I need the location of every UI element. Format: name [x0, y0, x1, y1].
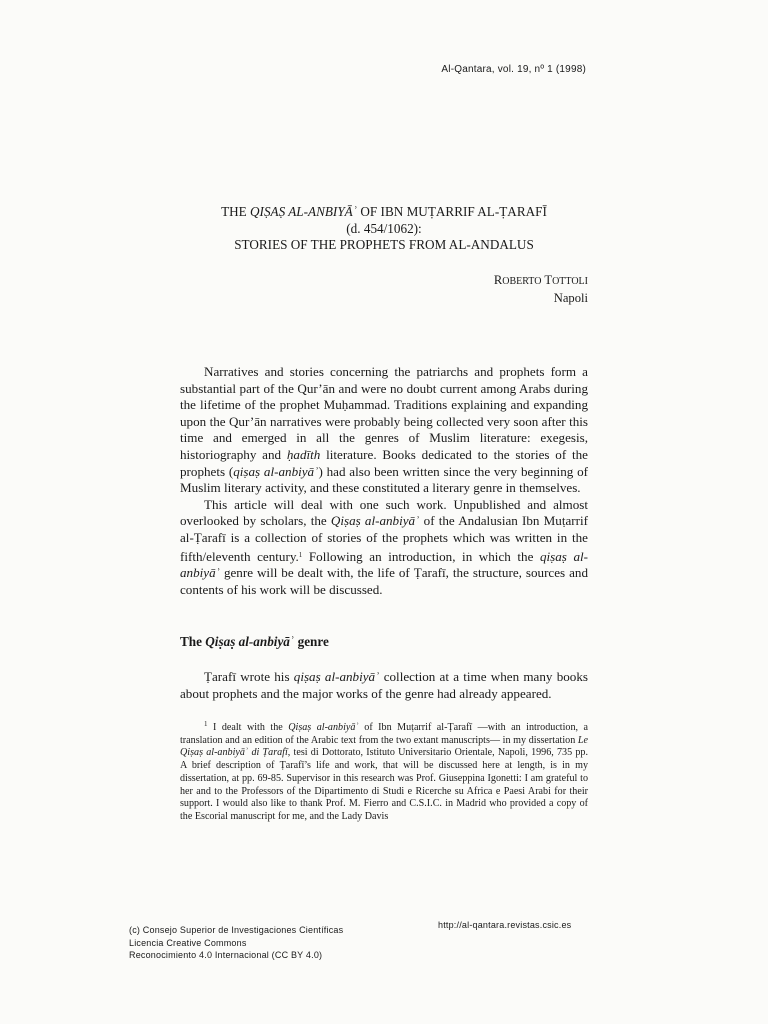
heading-text: genre: [294, 634, 329, 649]
article-title: [180, 204, 588, 254]
author-name-part: OTTOLI: [552, 276, 588, 287]
license-line: Licencia Creative Commons: [129, 937, 247, 948]
italic-term: ḥadīth: [286, 446, 321, 462]
italic-term: qiṣaṣ al-anbiyāʾ: [233, 463, 319, 479]
paragraph-2: [180, 497, 588, 599]
title-line-2: (d. 454/1062):: [346, 220, 422, 236]
license-notice: [129, 924, 343, 962]
italic-term: Qiṣaṣ al-anbiyāʾ: [288, 722, 359, 733]
author-name: [494, 272, 588, 290]
author-name-part: OBERTO: [502, 276, 542, 287]
text-run: , tesi di Dottorato, Istituto Universitario Orientale, Napoli, 1996, 735 pp. A brief description of Ṭarafī’s life and work, that will be discussed here at length, is in my dissertation, at pp. 69-85. Supervisor in this research was Prof. Giuseppina Igonetti: I am grateful to her and to the Professors of the Dipartimento di Studi e Ricerche su Africa e Paesi Arabi for their support. I would also like to thank Prof. M. Fierro and C.S.I.C. in Madrid who provided a copy of the Escorial manuscript for me, and the Lady Davis: [180, 747, 588, 822]
text-run: genre will be dealt with, the life of Ṭarafī, the structure, sources and contents of his work will be discussed.: [180, 565, 588, 597]
italic-term: Qiṣaṣ al-anbiyāʾ: [330, 513, 420, 529]
footnote-number: 1: [204, 720, 208, 728]
heading-text: The: [180, 634, 206, 649]
text-run: of Ibn Muṭarrif al-Ṭarafī —with an introduction, a translation and an edition of the Arabic text from the two extant manuscripts— in my dissertation: [180, 722, 588, 746]
title-line-3: STORIES OF THE PROPHETS FROM AL-ANDALUS: [234, 237, 534, 252]
footnote-1: [180, 718, 588, 824]
article-body: [180, 364, 588, 598]
license-version-line: Reconocimiento 4.0 Internacional (CC BY 4.0): [129, 950, 323, 960]
text-run: I dealt with the: [207, 722, 289, 733]
text-run: Ṭarafī wrote his: [204, 669, 294, 684]
journal-url-link[interactable]: http://al-qantara.revistas.csic.es: [438, 920, 572, 930]
copyright-line: (c) Consejo Superior de Investigaciones Científicas: [129, 925, 344, 935]
title-italic-text: QIṢAṢ AL-ANBIYĀʾ: [250, 204, 358, 219]
text-run: Following an introduction, in which the: [302, 548, 540, 564]
section-paragraph: [180, 668, 588, 702]
author-block: [494, 272, 588, 307]
author-affiliation: Napoli: [553, 291, 588, 305]
footnote-marker[interactable]: 1: [298, 550, 303, 559]
text-run: ) had also been written since the very beginning of Muslim literary activity, and these constituted a literary genre in themselves.: [180, 463, 588, 496]
author-initial: T: [544, 273, 553, 287]
title-line-1: [180, 204, 588, 221]
text-run: Narratives and stories concerning the patriarchs and prophets form a substantial part of the Qur’ān and were no doubt current among Arabs during the lifetime of the prophet Muḥammad. Traditions explaining and expanding upon the Qur’ān narratives were probably being collected very soon after this time and emerged in all the genres of Muslim literature: exegesis, historiography and: [180, 364, 588, 462]
section-heading: [180, 634, 329, 650]
italic-term: Le Qiṣaṣ al-anbiyāʾ di Ṭarafī: [180, 734, 588, 759]
journal-reference: Al-Qantara, vol. 19, nº 1 (1998): [441, 64, 586, 75]
text-run: of the Andalusian Ibn Muṭarrif al-Ṭarafī is a collection of stories of the prophets which was written in the fifth/eleventh century.: [180, 513, 588, 564]
italic-term: qiṣaṣ al-anbiyāʾ: [293, 669, 380, 684]
text-run: collection at a time when many books about prophets and the major works of the genre had already appeared.: [180, 669, 588, 701]
italic-term: qiṣaṣ al-anbiyāʾ: [180, 548, 588, 581]
heading-italic-text: Qiṣaṣ al-anbiyāʾ: [205, 634, 295, 649]
author-initial: R: [493, 273, 503, 287]
title-text: OF IBN MUṬARRIF AL-ṬARAFĪ: [357, 204, 547, 219]
paragraph-1: [180, 364, 588, 497]
text-run: This article will deal with one such work. Unpublished and almost overlooked by scholars, the: [180, 496, 588, 529]
text-run: literature. Books dedicated to the stories of the prophets (: [180, 446, 588, 479]
title-text: THE: [221, 204, 251, 219]
